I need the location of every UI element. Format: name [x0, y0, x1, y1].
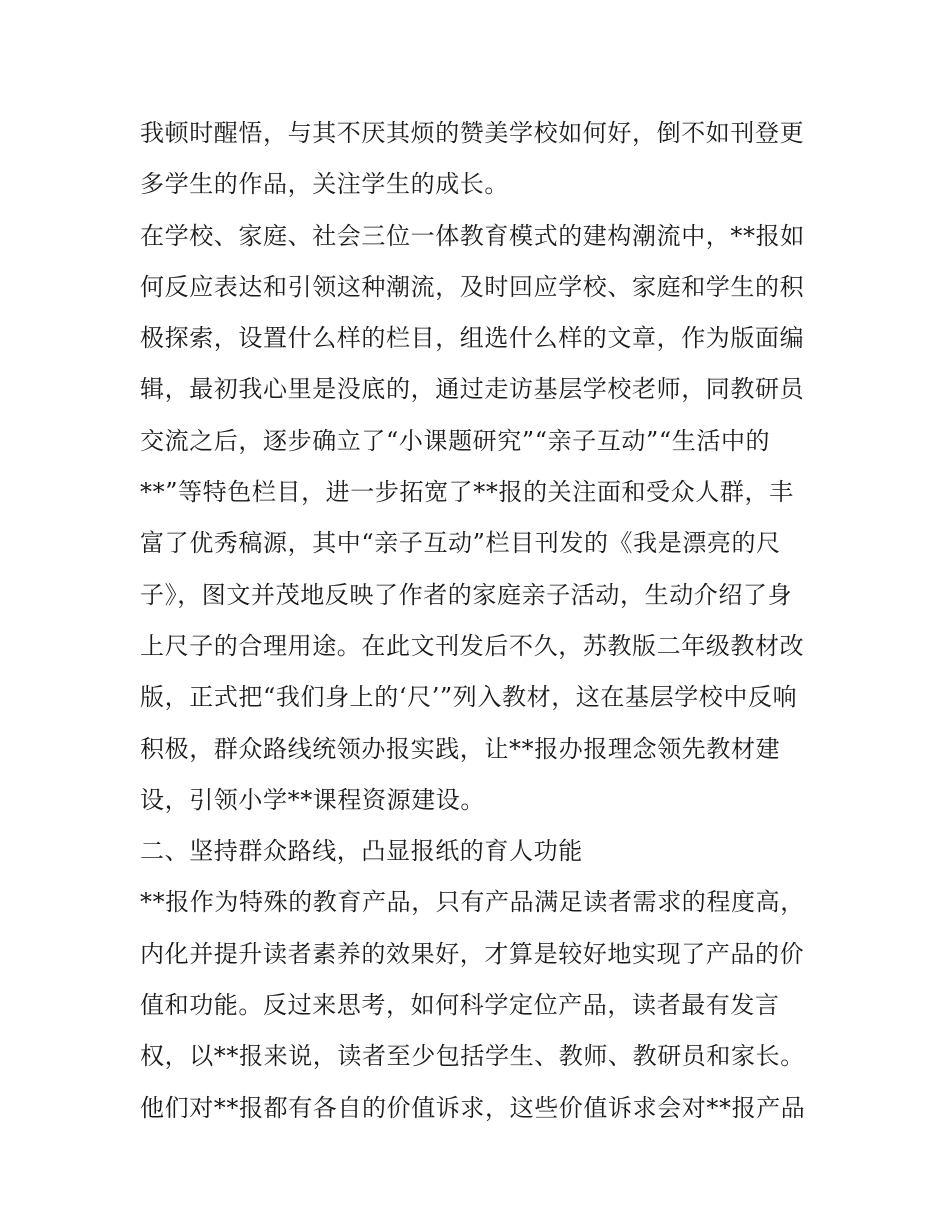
text-line: 权，以**报来说，读者至少包括学生、教师、教研员和家长。 — [140, 1042, 805, 1071]
text-line: 上尺子的合理用途。在此文刊发后不久，苏教版二年级教材改 — [140, 631, 805, 660]
text-line: 辑，最初我心里是没底的，通过走访基层学校老师，同教研员 — [140, 375, 805, 404]
section-heading: 二、坚持群众路线，凸显报纸的育人功能 — [140, 837, 583, 866]
text-line: 子》，图文并茂地反映了作者的家庭亲子活动，生动介绍了身 — [140, 580, 793, 609]
text-line: 值和功能。反过来思考，如何科学定位产品，读者最有发言 — [140, 991, 780, 1020]
text-line: 多学生的作品，关注学生的成长。 — [140, 170, 509, 199]
text-line: 我顿时醒悟，与其不厌其烦的赞美学校如何好，倒不如刊登更 — [140, 119, 805, 147]
text-line: 积极，群众路线统领办报实践，让**报办报理念领先教材建 — [140, 734, 781, 763]
text-line: 交流之后，逐步确立了“小课题研究”“亲子互动”“生活中的 — [140, 426, 771, 455]
text-line: 内化并提升读者素养的效果好，才算是较好地实现了产品的价 — [140, 939, 805, 968]
text-line: 何反应表达和引领这种潮流，及时回应学校、家庭和学生的积 — [140, 272, 805, 301]
text-line: 版，正式把“我们身上的‘尺’”列入教材，这在基层学校中反响 — [140, 683, 798, 712]
text-line: 在学校、家庭、社会三位一体教育模式的建构潮流中，**报如 — [140, 221, 805, 250]
text-line: **”等特色栏目，进一步拓宽了**报的关注面和受众人群，丰 — [140, 478, 794, 507]
body-text — [140, 108, 820, 1134]
text-line: 富了优秀稿源，其中“亲子互动”栏目刊发的《我是漂亮的尺 — [140, 529, 781, 558]
text-line: 设，引领小学**课程资源建设。 — [140, 785, 485, 814]
text-line: 他们对**报都有各自的价值诉求，这些价值诉求会对**报产品 — [140, 1093, 806, 1122]
text-line: **报作为特殊的教育产品，只有产品满足读者需求的程度高， — [140, 888, 805, 917]
text-line: 极探索，设置什么样的栏目，组选什么样的文章，作为版面编 — [140, 324, 805, 353]
